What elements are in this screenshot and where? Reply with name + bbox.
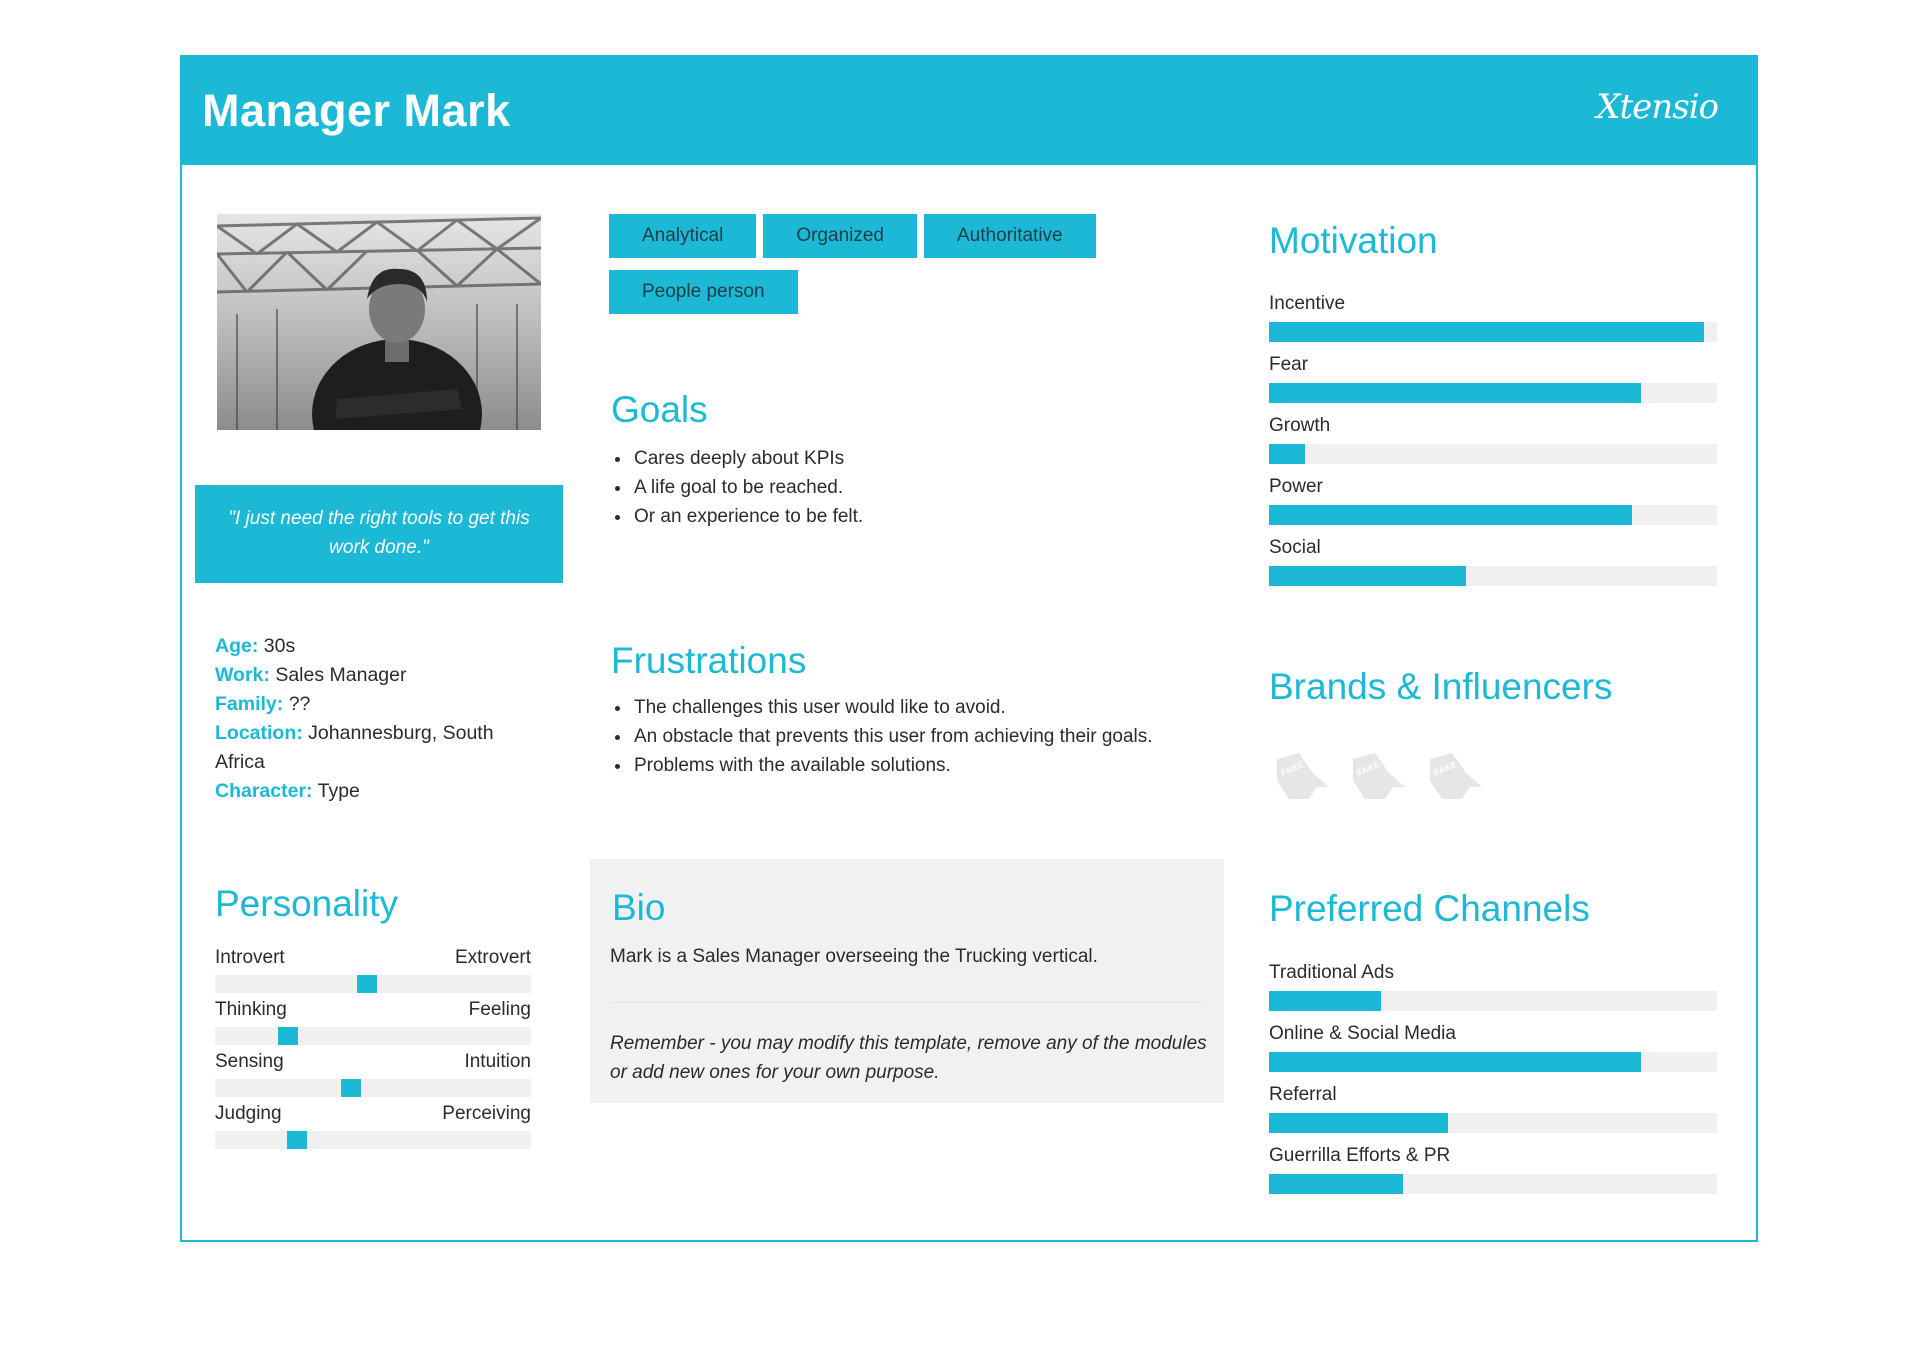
fake-crow-logo[interactable] (1422, 751, 1486, 815)
bar-track (1269, 444, 1717, 464)
scale-track (215, 1079, 531, 1097)
motivation-row (1269, 293, 1717, 354)
frustrations-title: Frustrations (611, 640, 807, 681)
brand-logos (1269, 751, 1494, 821)
scale-thumb[interactable] (287, 1131, 307, 1149)
motivation-title: Motivation (1269, 220, 1438, 261)
bar-label: Social (1269, 537, 1321, 558)
channels-bars (1269, 962, 1717, 1206)
info-key: Age: (215, 635, 259, 657)
scale-thumb[interactable] (341, 1079, 361, 1097)
scale-right-label: Extrovert (454, 947, 531, 968)
scale-thumb[interactable] (357, 975, 377, 993)
brands-title: Brands & Influencers (1269, 666, 1613, 707)
bar-fill (1269, 505, 1632, 525)
bar-fill (1269, 383, 1641, 403)
scale-left-label: Thinking (215, 999, 287, 1020)
info-key: Family: (215, 693, 284, 715)
scale-thumb[interactable] (278, 1027, 298, 1045)
bar-fill (1269, 566, 1466, 586)
bar-track (1269, 1174, 1717, 1194)
scale-left-label: Sensing (215, 1051, 284, 1072)
bio-panel (590, 859, 1224, 1103)
bar-label: Traditional Ads (1269, 962, 1394, 983)
frustration-item: • Problems with the available solutions. (632, 751, 1192, 780)
channel-row (1269, 1023, 1717, 1084)
header (182, 57, 1756, 165)
goal-item: • A life goal to be reached. (632, 473, 1192, 502)
motivation-bars (1269, 293, 1717, 598)
info-value: ?? (288, 693, 311, 715)
fake-crow-logo[interactable] (1345, 751, 1409, 815)
personality-scales (215, 947, 531, 1155)
bar-track (1269, 1052, 1717, 1072)
logo-text: FAKE CROW (1432, 751, 1486, 779)
motivation-row (1269, 415, 1717, 476)
scale-right-label: Perceiving (442, 1103, 531, 1124)
personality-scale (215, 947, 531, 999)
motivation-row (1269, 354, 1717, 415)
info-character (215, 777, 535, 806)
bar-track (1269, 991, 1717, 1011)
persona-info (215, 632, 535, 806)
info-key: Location: (215, 722, 303, 744)
logo-text: FAKE CROW (1355, 751, 1410, 779)
info-value: Johannesburg, South Africa (215, 722, 494, 773)
info-work (215, 661, 535, 690)
frustrations-list (612, 693, 1192, 780)
bar-track (1269, 505, 1717, 525)
bar-track (1269, 322, 1717, 342)
info-family (215, 690, 535, 719)
bar-fill (1269, 444, 1305, 464)
frustration-item: • An obstacle that prevents this user from achieving their goals. (632, 722, 1192, 751)
scale-track (215, 1027, 531, 1045)
info-age (215, 632, 535, 661)
bar-fill (1269, 322, 1704, 342)
motivation-row (1269, 537, 1717, 598)
info-value: 30s (263, 635, 296, 657)
logo-text: FAKE CROW (1279, 751, 1333, 779)
bar-label: Referral (1269, 1084, 1337, 1105)
tag-organized[interactable]: Organized (763, 214, 917, 258)
goals-list (612, 444, 1192, 531)
info-key: Character: (215, 780, 313, 802)
channel-row (1269, 1084, 1717, 1145)
goals-title: Goals (611, 389, 708, 430)
page-title: Manager Mark (202, 85, 511, 136)
fake-crow-logo[interactable] (1269, 751, 1333, 815)
info-location (215, 719, 535, 777)
goal-item: • Or an experience to be felt. (632, 502, 1192, 531)
bar-label: Incentive (1269, 293, 1346, 314)
persona-photo (217, 214, 541, 430)
scale-left-label: Introvert (215, 947, 285, 968)
personality-scale (215, 1103, 531, 1155)
bar-track (1269, 383, 1717, 403)
trait-tags (609, 214, 1149, 326)
scale-right-label: Feeling (468, 999, 531, 1020)
frustration-item: • The challenges this user would like to avoid. (632, 693, 1192, 722)
channel-row (1269, 1145, 1717, 1206)
bar-track (1269, 566, 1717, 586)
scale-track (215, 1131, 531, 1149)
personality-scale (215, 999, 531, 1051)
bar-label: Guerrilla Efforts & PR (1269, 1145, 1451, 1166)
persona-quote: "I just need the right tools to get this work done." (195, 485, 563, 583)
motivation-row (1269, 476, 1717, 537)
bar-fill (1269, 991, 1381, 1011)
bar-label: Power (1269, 476, 1323, 497)
bar-label: Online & Social Media (1269, 1023, 1456, 1044)
bar-label: Fear (1269, 354, 1309, 375)
channels-title: Preferred Channels (1269, 888, 1590, 929)
personality-title: Personality (215, 883, 399, 924)
bar-label: Growth (1269, 415, 1331, 436)
info-value: Sales Manager (275, 664, 407, 686)
tag-authoritative[interactable]: Authoritative (924, 214, 1096, 258)
info-key: Work: (215, 664, 270, 686)
xtensio-logo[interactable]: Xtensio (1596, 87, 1718, 127)
bio-note: Remember - you may modify this template, remove any of the modules or add new ones for your own purpose. (610, 1033, 1207, 1083)
tag-people-person[interactable]: People person (609, 270, 798, 314)
bar-fill (1269, 1174, 1403, 1194)
bio-title: Bio (612, 887, 666, 928)
scale-left-label: Judging (215, 1103, 282, 1124)
tag-analytical[interactable]: Analytical (609, 214, 756, 258)
bio-divider (610, 1002, 1204, 1003)
goal-item: • Cares deeply about KPIs (632, 444, 1192, 473)
personality-scale (215, 1051, 531, 1103)
scale-right-label: Intuition (464, 1051, 531, 1072)
bar-track (1269, 1113, 1717, 1133)
channel-row (1269, 962, 1717, 1023)
info-value: Type (317, 780, 360, 802)
persona-card (180, 55, 1758, 1242)
bar-fill (1269, 1113, 1448, 1133)
scale-track (215, 975, 531, 993)
bio-text: Mark is a Sales Manager overseeing the Trucking vertical. (610, 946, 1098, 967)
bar-fill (1269, 1052, 1641, 1072)
